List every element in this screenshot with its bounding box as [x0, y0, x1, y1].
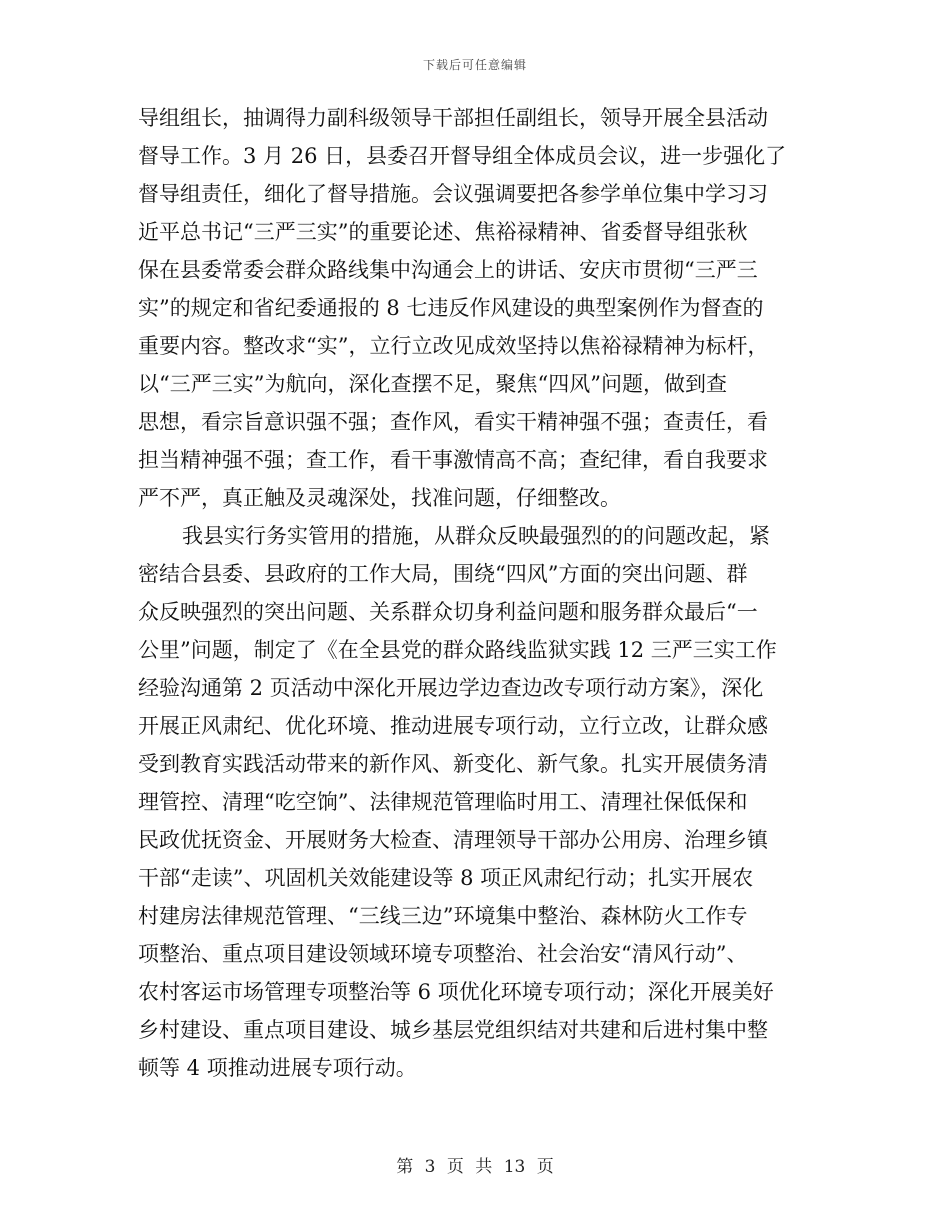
page-number-footer: 第 3 页 共 13 页	[396, 1157, 554, 1177]
body-text	[138, 99, 813, 1087]
text-line: 受到教育实践活动带来的新作风、新变化、新气象。扎实开展债务清	[138, 752, 768, 776]
text-line: 项整治、重点项目建设领域环境专项整治、社会治安“清风行动”、	[138, 942, 748, 966]
text-line: 重要内容。整改求“实”，立行立改见成效坚持以焦裕禄精神为标杆，	[138, 334, 769, 358]
text-line: 督导组责任，细化了督导措施。会议强调要把各参学单位集中学习习	[138, 182, 768, 206]
text-line: 保在县委常委会群众路线集中沟通会上的讲话、安庆市贯彻“三严三	[138, 258, 758, 282]
text-line: 实”的规定和省纪委通报的 8 七违反作风建设的典型案例作为督查的	[138, 296, 764, 320]
text-line: 密结合县委、县政府的工作大局，围绕“四风”方面的突出问题、群	[138, 562, 748, 586]
paragraph-first-line: 我县实行务实管用的措施，从群众反映最强烈的的问题改起，紧	[182, 524, 770, 548]
text-line: 担当精神强不强；查工作，看干事激情高不高；查纪律，看自我要求	[138, 448, 768, 472]
text-line: 导组组长，抽调得力副科级领导干部担任副组长，领导开展全县活动	[138, 106, 768, 130]
text-line: 公里”问题，制定了《在全县党的群众路线监狱实践 12 三严三实工作	[138, 638, 777, 662]
text-line: 众反映强烈的突出问题、关系群众切身利益问题和服务群众最后“一	[138, 600, 758, 624]
text-line: 以“三严三实”为航向，深化查摆不足，聚焦“四风”问题，做到查	[138, 372, 727, 396]
text-line: 近平总书记“三严三实”的重要论述、焦裕禄精神、省委督导组张秋	[138, 220, 748, 244]
text-line: 农村客运市场管理专项整治等 6 项优化环境专项行动；深化开展美好	[138, 980, 774, 1004]
header-note: 下载后可任意编辑	[422, 58, 527, 72]
text-line: 乡村建设、重点项目建设、城乡基层党组织结对共建和后进村集中整	[138, 1018, 768, 1042]
text-line: 干部“走读”、巩固机关效能建设等 8 项正风肃纪行动；扎实开展农	[138, 866, 754, 890]
text-line: 村建房法律规范管理、“三线三边”环境集中整治、森林防火工作专	[138, 904, 748, 928]
text-line: 理管控、清理“吃空饷”、法律规范管理临时用工、清理社保低保和	[138, 790, 748, 814]
text-line: 严不严，真正触及灵魂深处，找准问题，仔细整改。	[138, 486, 621, 510]
text-line: 经验沟通第 2 页活动中深化开展边学边查边改专项行动方案》，深化	[138, 676, 764, 700]
text-line: 督导工作。3 月 26 日，县委召开督导组全体成员会议，进一步强化了	[138, 144, 787, 168]
text-line: 思想，看宗旨意识强不强；查作风，看实干精神强不强；查责任，看	[138, 410, 768, 434]
text-line: 开展正风肃纪、优化环境、推动进展专项行动，立行立改，让群众感	[138, 714, 768, 738]
text-line: 顿等 4 项推动进展专项行动。	[138, 1056, 417, 1080]
text-line: 民政优抚资金、开展财务大检查、清理领导干部办公用房、治理乡镇	[138, 828, 768, 852]
